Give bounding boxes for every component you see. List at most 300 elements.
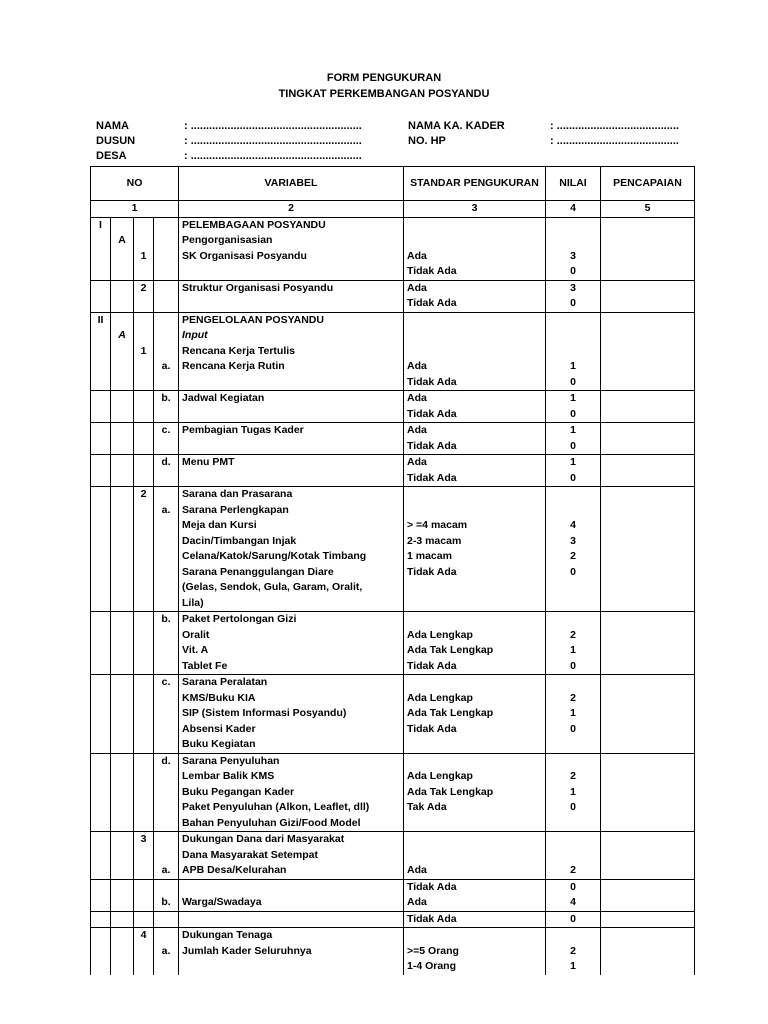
- pencapaian-cell[interactable]: [601, 832, 695, 848]
- pencapaian-cell[interactable]: [601, 249, 695, 265]
- no-level1: [91, 359, 111, 375]
- pencapaian-cell[interactable]: [601, 643, 695, 659]
- standar-cell: [404, 233, 546, 249]
- pencapaian-cell[interactable]: [601, 675, 695, 691]
- no-level1: [91, 471, 111, 487]
- pencapaian-cell[interactable]: [601, 217, 695, 233]
- nilai-cell: 4: [546, 518, 601, 534]
- table-body: [91, 217, 695, 975]
- no-level1: [91, 928, 111, 944]
- nilai-cell: 0: [546, 565, 601, 581]
- no-level4: [154, 848, 179, 864]
- col-number: 4: [546, 201, 601, 218]
- nilai-cell: [546, 328, 601, 344]
- col-number: 1: [91, 201, 179, 218]
- pencapaian-cell[interactable]: [601, 439, 695, 455]
- variabel-cell: KMS/Buku KIA: [179, 691, 404, 707]
- table-row: [91, 769, 695, 785]
- nilai-cell: 0: [546, 911, 601, 928]
- variabel-cell: [179, 264, 404, 280]
- pencapaian-cell[interactable]: [601, 722, 695, 738]
- pencapaian-cell[interactable]: [601, 471, 695, 487]
- pencapaian-cell[interactable]: [601, 944, 695, 960]
- form-subtitle: TINGKAT PERKEMBANGAN POSYANDU: [278, 88, 490, 100]
- variabel-cell: Buku Kegiatan: [179, 737, 404, 753]
- table-row: [91, 643, 695, 659]
- standar-cell: Ada: [404, 895, 546, 911]
- standar-cell: Ada Tak Lengkap: [404, 706, 546, 722]
- pencapaian-cell[interactable]: [601, 816, 695, 832]
- no-level1: [91, 785, 111, 801]
- standar-cell: Tidak Ada: [404, 879, 546, 895]
- no-level2: [111, 785, 134, 801]
- pencapaian-cell[interactable]: [601, 423, 695, 439]
- no-level2: [111, 691, 134, 707]
- no-level1: [91, 423, 111, 439]
- table-row: [91, 879, 695, 895]
- table-row: [91, 471, 695, 487]
- table-row: [91, 659, 695, 675]
- nilai-cell: 1: [546, 706, 601, 722]
- no-level4: [154, 312, 179, 328]
- no-level1: [91, 737, 111, 753]
- no-level4: d.: [154, 753, 179, 769]
- no-level1: [91, 800, 111, 816]
- variabel-cell: APB Desa/Kelurahan: [179, 863, 404, 879]
- nilai-cell: 0: [546, 407, 601, 423]
- no-level3: [134, 911, 154, 928]
- no-level3: [134, 769, 154, 785]
- no-level4: [154, 911, 179, 928]
- no-level3: [134, 471, 154, 487]
- standar-cell: Ada: [404, 359, 546, 375]
- no-level1: [91, 848, 111, 864]
- variabel-cell: SK Organisasi Posyandu: [179, 249, 404, 265]
- desa-field[interactable]: : ........................................................: [184, 150, 362, 162]
- nilai-cell: 1: [546, 359, 601, 375]
- no-level3: [134, 503, 154, 519]
- no-level2: [111, 643, 134, 659]
- table-row: [91, 580, 695, 596]
- no-level3: [134, 233, 154, 249]
- table-row: [91, 753, 695, 769]
- pencapaian-cell[interactable]: [601, 737, 695, 753]
- nilai-cell: 3: [546, 280, 601, 296]
- header-variabel: VARIABEL: [179, 167, 404, 201]
- nilai-cell: [546, 816, 601, 832]
- nilai-cell: 1: [546, 455, 601, 471]
- table-row: [91, 722, 695, 738]
- pencapaian-cell[interactable]: [601, 785, 695, 801]
- pencapaian-cell[interactable]: [601, 659, 695, 675]
- standar-cell: 1 macam: [404, 549, 546, 565]
- pencapaian-cell[interactable]: [601, 391, 695, 407]
- variabel-cell: Pengorganisasian: [179, 233, 404, 249]
- standar-cell: [404, 312, 546, 328]
- standar-cell: Tidak Ada: [404, 565, 546, 581]
- no-level4: [154, 565, 179, 581]
- no-level4: b.: [154, 612, 179, 628]
- variabel-cell: Jumlah Kader Seluruhnya: [179, 944, 404, 960]
- table-row: [91, 596, 695, 612]
- pencapaian-cell[interactable]: [601, 487, 695, 503]
- no-level3: [134, 895, 154, 911]
- no-level3: [134, 691, 154, 707]
- no-level3: [134, 455, 154, 471]
- variabel-cell: Sarana Peralatan: [179, 675, 404, 691]
- no-level2: [111, 359, 134, 375]
- nilai-cell: 3: [546, 534, 601, 550]
- standar-cell: Ada: [404, 391, 546, 407]
- nilai-cell: 2: [546, 944, 601, 960]
- nama-field[interactable]: : ........................................................: [184, 120, 362, 132]
- variabel-cell: Buku Pegangan Kader: [179, 785, 404, 801]
- no-level2: [111, 580, 134, 596]
- col-number: 5: [601, 201, 695, 218]
- variabel-cell: (Gelas, Sendok, Gula, Garam, Oralit,: [179, 580, 404, 596]
- no-level2: [111, 312, 134, 328]
- nilai-cell: 3: [546, 249, 601, 265]
- standar-cell: Tidak Ada: [404, 296, 546, 312]
- table-row: [91, 407, 695, 423]
- pencapaian-cell[interactable]: [601, 753, 695, 769]
- nilai-cell: [546, 344, 601, 360]
- no-level2: [111, 612, 134, 628]
- variabel-cell: SIP (Sistem Informasi Posyandu): [179, 706, 404, 722]
- no-level4: [154, 344, 179, 360]
- no-level4: [154, 471, 179, 487]
- nilai-cell: [546, 596, 601, 612]
- no-level2: [111, 800, 134, 816]
- col-number: 3: [404, 201, 546, 218]
- pencapaian-cell[interactable]: [601, 312, 695, 328]
- no-level2: [111, 534, 134, 550]
- no-level2: [111, 596, 134, 612]
- dusun-label: DUSUN: [96, 135, 136, 147]
- table-row: [91, 863, 695, 879]
- table-row: [91, 503, 695, 519]
- standar-cell: [404, 487, 546, 503]
- standar-cell: 1-4 Orang: [404, 959, 546, 975]
- no-level3: [134, 407, 154, 423]
- nilai-cell: [546, 580, 601, 596]
- pencapaian-cell[interactable]: [601, 596, 695, 612]
- no-level3: [134, 737, 154, 753]
- variabel-cell: Bahan Penyuluhan Gizi/Food Model: [179, 816, 404, 832]
- table-row: [91, 375, 695, 391]
- no-level2: [111, 249, 134, 265]
- pencapaian-cell[interactable]: [601, 455, 695, 471]
- no-level3: [134, 328, 154, 344]
- no-level4: [154, 737, 179, 753]
- standar-cell: Ada Lengkap: [404, 769, 546, 785]
- nilai-cell: [546, 503, 601, 519]
- standar-cell: Tak Ada: [404, 800, 546, 816]
- no-level3: [134, 959, 154, 975]
- no-level2: [111, 722, 134, 738]
- pencapaian-cell[interactable]: [601, 879, 695, 895]
- no-level1: [91, 691, 111, 707]
- nilai-cell: 4: [546, 895, 601, 911]
- no-level4: [154, 580, 179, 596]
- no-level4: c.: [154, 423, 179, 439]
- no-level1: [91, 264, 111, 280]
- no-level4: [154, 785, 179, 801]
- pencapaian-cell[interactable]: [601, 233, 695, 249]
- pencapaian-cell[interactable]: [601, 580, 695, 596]
- pencapaian-cell[interactable]: [601, 375, 695, 391]
- table-row: [91, 549, 695, 565]
- no-level3: [134, 785, 154, 801]
- variabel-cell: Pembagian Tugas Kader: [179, 423, 404, 439]
- no-level2: [111, 848, 134, 864]
- nilai-cell: 0: [546, 659, 601, 675]
- standar-cell: Ada Lengkap: [404, 628, 546, 644]
- pencapaian-cell[interactable]: [601, 706, 695, 722]
- no-level4: [154, 596, 179, 612]
- nilai-cell: [546, 832, 601, 848]
- nilai-cell: [546, 487, 601, 503]
- standar-cell: [404, 580, 546, 596]
- no-level2: [111, 879, 134, 895]
- table-row: [91, 359, 695, 375]
- variabel-cell: Absensi Kader: [179, 722, 404, 738]
- no-level1: [91, 487, 111, 503]
- header-no: NO: [91, 167, 179, 201]
- table-row: [91, 895, 695, 911]
- table-row: [91, 691, 695, 707]
- table-row: [91, 800, 695, 816]
- no-level1: [91, 675, 111, 691]
- variabel-cell: Warga/Swadaya: [179, 895, 404, 911]
- pencapaian-cell[interactable]: [601, 328, 695, 344]
- nilai-cell: 0: [546, 879, 601, 895]
- variabel-cell: Struktur Organisasi Posyandu: [179, 280, 404, 296]
- ka-kader-label: NAMA KA. KADER: [408, 120, 505, 132]
- no-level1: [91, 596, 111, 612]
- standar-cell: > =4 macam: [404, 518, 546, 534]
- table-row: [91, 706, 695, 722]
- no-level4: [154, 233, 179, 249]
- no-level1: I: [91, 217, 111, 233]
- no-level3: [134, 800, 154, 816]
- variabel-cell: PELEMBAGAAN POSYANDU: [179, 217, 404, 233]
- no-level4: b.: [154, 895, 179, 911]
- standar-cell: [404, 596, 546, 612]
- no-level4: [154, 928, 179, 944]
- table-row: [91, 785, 695, 801]
- variabel-cell: Jadwal Kegiatan: [179, 391, 404, 407]
- standar-cell: Ada: [404, 863, 546, 879]
- no-level1: [91, 959, 111, 975]
- nilai-cell: [546, 217, 601, 233]
- dusun-field[interactable]: : ........................................................: [184, 135, 362, 147]
- pencapaian-cell[interactable]: [601, 280, 695, 296]
- standar-cell: Tidak Ada: [404, 911, 546, 928]
- no-level1: [91, 816, 111, 832]
- no-level3: [134, 264, 154, 280]
- standar-cell: Tidak Ada: [404, 471, 546, 487]
- no-level1: [91, 375, 111, 391]
- measurement-table: [90, 166, 695, 975]
- pencapaian-cell[interactable]: [601, 911, 695, 928]
- no-level2: [111, 832, 134, 848]
- standar-cell: Ada: [404, 455, 546, 471]
- standar-cell: Tidak Ada: [404, 439, 546, 455]
- no-level3: 1: [134, 249, 154, 265]
- nilai-cell: 0: [546, 296, 601, 312]
- variabel-cell: [179, 471, 404, 487]
- no-level1: [91, 659, 111, 675]
- no-level3: 2: [134, 487, 154, 503]
- nilai-cell: 2: [546, 628, 601, 644]
- no-level4: [154, 487, 179, 503]
- nilai-cell: [546, 233, 601, 249]
- table-row: [91, 217, 695, 233]
- standar-cell: Tidak Ada: [404, 407, 546, 423]
- pencapaian-cell[interactable]: [601, 296, 695, 312]
- pencapaian-cell[interactable]: [601, 895, 695, 911]
- variabel-cell: Dukungan Tenaga: [179, 928, 404, 944]
- no-level2: [111, 675, 134, 691]
- no-level1: [91, 280, 111, 296]
- ka-kader-field[interactable]: : ........................................: [550, 120, 679, 132]
- hp-field[interactable]: : ........................................: [550, 135, 679, 147]
- no-level3: [134, 549, 154, 565]
- no-level2: [111, 217, 134, 233]
- nilai-cell: 0: [546, 471, 601, 487]
- variabel-cell: Rencana Kerja Tertulis: [179, 344, 404, 360]
- variabel-cell: [179, 296, 404, 312]
- no-level2: [111, 816, 134, 832]
- table-row: [91, 832, 695, 848]
- standar-cell: [404, 928, 546, 944]
- pencapaian-cell[interactable]: [601, 691, 695, 707]
- pencapaian-cell[interactable]: [601, 928, 695, 944]
- table-row: [91, 944, 695, 960]
- no-level2: [111, 706, 134, 722]
- pencapaian-cell[interactable]: [601, 628, 695, 644]
- variabel-cell: [179, 959, 404, 975]
- table-row: [91, 518, 695, 534]
- standar-cell: Ada Tak Lengkap: [404, 643, 546, 659]
- form-title: FORM PENGUKURAN: [326, 72, 442, 84]
- no-level2: [111, 407, 134, 423]
- standar-cell: >=5 Orang: [404, 944, 546, 960]
- pencapaian-cell[interactable]: [601, 769, 695, 785]
- no-level3: [134, 628, 154, 644]
- variabel-cell: Input: [179, 328, 404, 344]
- no-level1: [91, 753, 111, 769]
- standar-cell: [404, 675, 546, 691]
- no-level1: [91, 643, 111, 659]
- standar-cell: Ada: [404, 280, 546, 296]
- pencapaian-cell[interactable]: [601, 518, 695, 534]
- no-level4: a.: [154, 503, 179, 519]
- pencapaian-cell[interactable]: [601, 959, 695, 975]
- header-pencapaian: PENCAPAIAN: [601, 167, 695, 201]
- standar-cell: Ada: [404, 249, 546, 265]
- no-level1: II: [91, 312, 111, 328]
- no-level1: [91, 565, 111, 581]
- variabel-cell: Menu PMT: [179, 455, 404, 471]
- variabel-cell: PENGELOLAAN POSYANDU: [179, 312, 404, 328]
- no-level4: a.: [154, 944, 179, 960]
- variabel-cell: [179, 911, 404, 928]
- variabel-cell: Paket Pertolongan Gizi: [179, 612, 404, 628]
- nilai-cell: 0: [546, 375, 601, 391]
- pencapaian-cell[interactable]: [601, 407, 695, 423]
- pencapaian-cell[interactable]: [601, 549, 695, 565]
- no-level2: [111, 928, 134, 944]
- no-level2: [111, 487, 134, 503]
- no-level4: [154, 628, 179, 644]
- no-level2: [111, 863, 134, 879]
- pencapaian-cell[interactable]: [601, 863, 695, 879]
- hp-label: NO. HP: [408, 135, 446, 147]
- no-level3: [134, 296, 154, 312]
- standar-cell: [404, 217, 546, 233]
- no-level2: [111, 375, 134, 391]
- nilai-cell: 2: [546, 769, 601, 785]
- no-level2: [111, 565, 134, 581]
- table-row: [91, 344, 695, 360]
- table-row: [91, 296, 695, 312]
- pencapaian-cell[interactable]: [601, 800, 695, 816]
- variabel-cell: Dukungan Dana dari Masyarakat: [179, 832, 404, 848]
- no-level1: [91, 407, 111, 423]
- no-level1: [91, 503, 111, 519]
- no-level4: [154, 217, 179, 233]
- no-level3: 2: [134, 280, 154, 296]
- pencapaian-cell[interactable]: [601, 503, 695, 519]
- standar-cell: 2-3 macam: [404, 534, 546, 550]
- pencapaian-cell[interactable]: [601, 612, 695, 628]
- no-level1: [91, 534, 111, 550]
- no-level2: [111, 659, 134, 675]
- pencapaian-cell[interactable]: [601, 565, 695, 581]
- variabel-cell: Sarana Perlengkapan: [179, 503, 404, 519]
- standar-cell: Ada: [404, 423, 546, 439]
- no-level3: [134, 391, 154, 407]
- no-level4: d.: [154, 455, 179, 471]
- standar-cell: Tidak Ada: [404, 264, 546, 280]
- no-level1: [91, 518, 111, 534]
- nilai-cell: 0: [546, 722, 601, 738]
- standar-cell: [404, 848, 546, 864]
- variabel-cell: Dacin/Timbangan Injak: [179, 534, 404, 550]
- variabel-cell: Lila): [179, 596, 404, 612]
- table-row: [91, 439, 695, 455]
- pencapaian-cell[interactable]: [601, 359, 695, 375]
- table-row: [91, 612, 695, 628]
- col-number: 2: [179, 201, 404, 218]
- no-level2: [111, 471, 134, 487]
- pencapaian-cell[interactable]: [601, 534, 695, 550]
- pencapaian-cell[interactable]: [601, 848, 695, 864]
- no-level4: [154, 328, 179, 344]
- no-level4: [154, 439, 179, 455]
- standar-cell: Ada Tak Lengkap: [404, 785, 546, 801]
- no-level4: [154, 407, 179, 423]
- no-level4: [154, 832, 179, 848]
- pencapaian-cell[interactable]: [601, 264, 695, 280]
- no-level3: [134, 534, 154, 550]
- no-level2: [111, 628, 134, 644]
- no-level4: [154, 816, 179, 832]
- no-level3: [134, 816, 154, 832]
- pencapaian-cell[interactable]: [601, 344, 695, 360]
